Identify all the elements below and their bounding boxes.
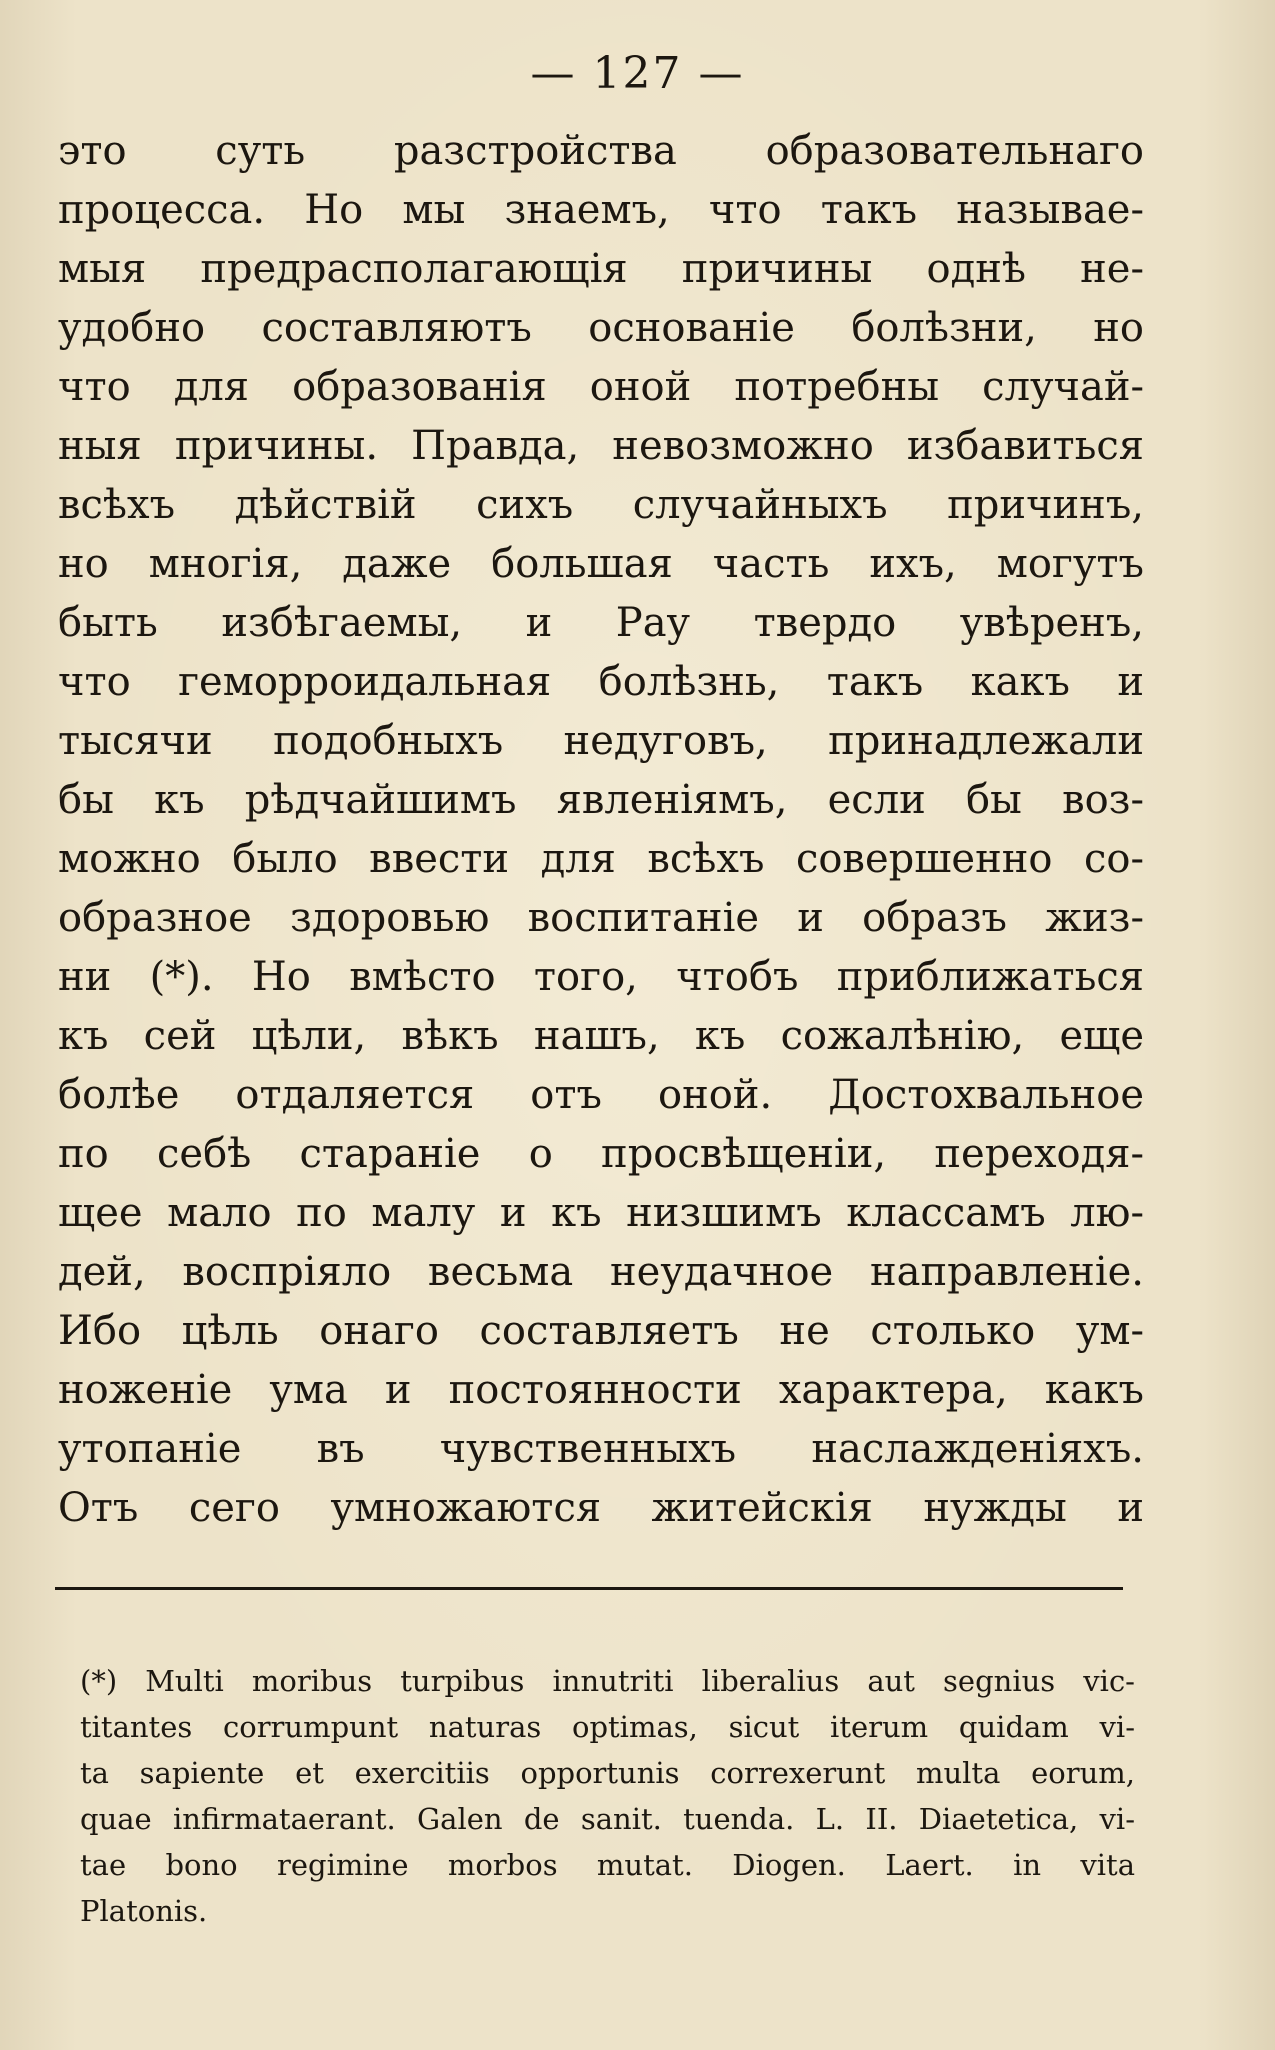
text-line: по себѣ стараніе о просвѣщеніи, переходя- (58, 1131, 1144, 1177)
text-line: щее мало по малу и къ низшимъ классамъ лю- (58, 1190, 1144, 1236)
text-line: тысячи подобныхъ недуговъ, принадлежали (58, 718, 1144, 764)
text-line: это суть разстройства образовательнаго (58, 128, 1144, 174)
text-line: процесса. Но мы знаемъ, что такъ называе- (58, 187, 1144, 233)
footnote-line: Platonis. (80, 1894, 208, 1928)
text-line: дей, воспріяло весьма неудачное направленіе. (58, 1249, 1144, 1295)
text-line: ни (*). Но вмѣсто того, чтобъ приближаться (58, 954, 1144, 1000)
text-line: что для образованія оной потребны случай- (58, 364, 1144, 410)
text-line: мыя предрасполагающія причины однѣ не- (58, 246, 1144, 292)
text-line: ныя причины. Правда, невозможно избавиться (58, 423, 1144, 469)
text-line: болѣе отдаляется отъ оной. Достохвальное (58, 1072, 1144, 1118)
text-line: бы къ рѣдчайшимъ явленіямъ, если бы воз- (58, 777, 1144, 823)
text-line: всѣхъ дѣйствій сихъ случайныхъ причинъ, (58, 482, 1144, 528)
text-line: быть избѣгаемы, и Рау твердо увѣренъ, (58, 600, 1144, 646)
text-line: удобно составляютъ основаніе болѣзни, но (58, 305, 1144, 351)
text-line: ноженіе ума и постоянности характера, какъ (58, 1367, 1144, 1413)
text-line: Отъ сего умножаются житейскія нужды и (58, 1485, 1144, 1531)
footnote-line: titantes corrumpunt naturas optimas, sicut iterum quidam vi- (80, 1710, 1135, 1744)
footnote-line: tae bono regimine morbos mutat. Diogen. Laert. in vita (80, 1848, 1135, 1882)
text-line: утопаніе въ чувственныхъ наслажденіяхъ. (58, 1426, 1144, 1472)
text-line: къ сей цѣли, вѣкъ нашъ, къ сожалѣнію, еще (58, 1013, 1144, 1059)
footnote-line: (*) Multi moribus turpibus innutriti liberalius aut segnius vic- (80, 1664, 1135, 1698)
main-text (58, 122, 1144, 1538)
text-line: что геморроидальная болѣзнь, такъ какъ и (58, 659, 1144, 705)
footnote-divider (55, 1587, 1123, 1590)
footnote-line: ta sapiente et exercitiis opportunis correxerunt multa eorum, (80, 1756, 1135, 1790)
footnote-line: quae infirmataerant. Galen de sanit. tuenda. L. II. Diaetetica, vi- (80, 1802, 1135, 1836)
text-line: можно было ввести для всѣхъ совершенно со- (58, 836, 1144, 882)
text-line: образное здоровью воспитаніе и образъ жиз- (58, 895, 1144, 941)
page-number: — 127 — (530, 48, 745, 99)
footnote (80, 1658, 1135, 1934)
text-line: но многія, даже большая часть ихъ, могутъ (58, 541, 1144, 587)
text-line: Ибо цѣль онаго составляетъ не столько ум- (58, 1308, 1144, 1354)
